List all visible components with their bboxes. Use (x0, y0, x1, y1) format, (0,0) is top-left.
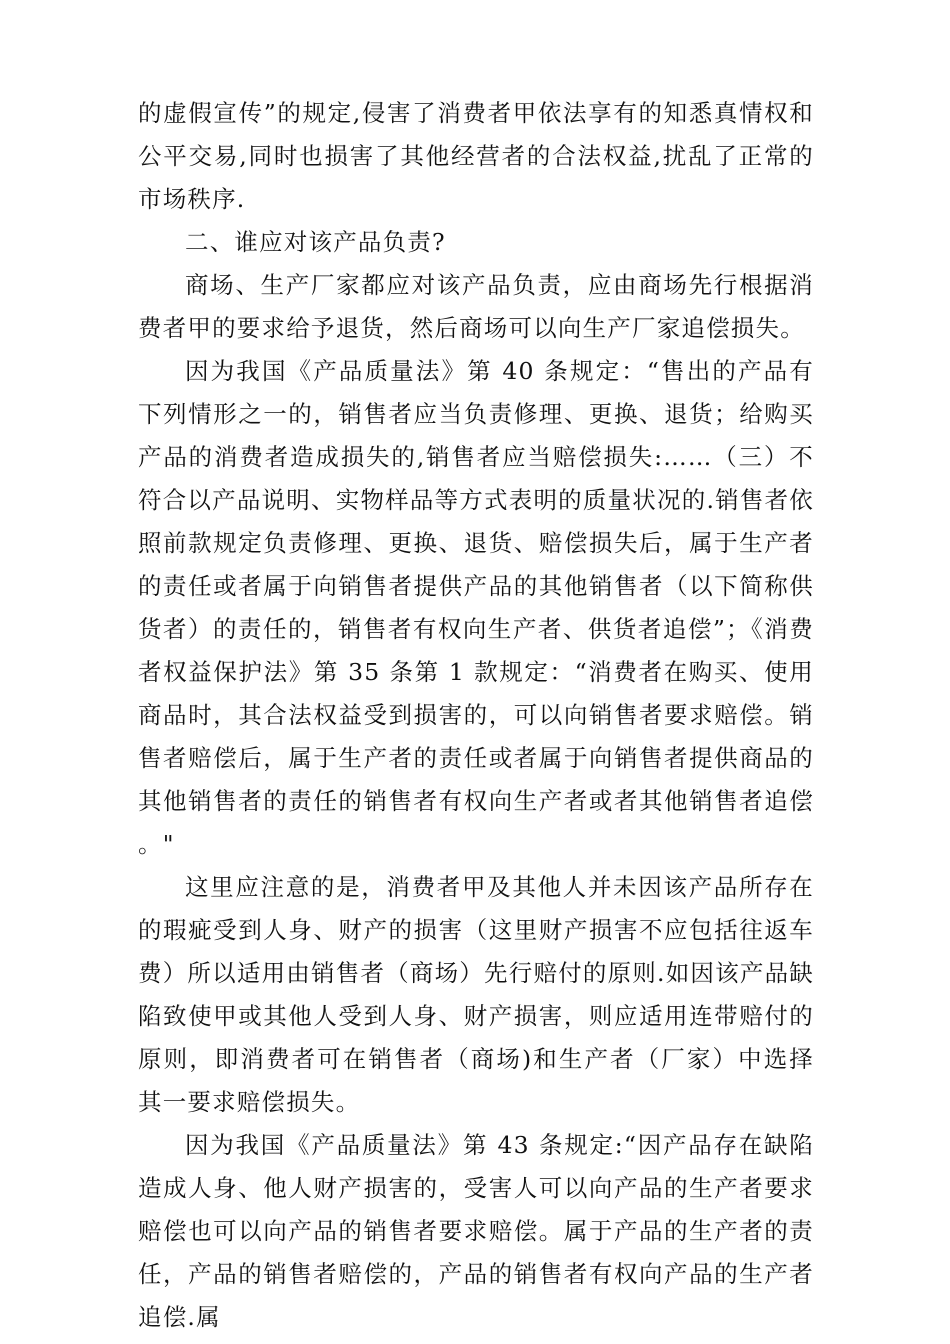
paragraph-note: 这里应注意的是，消费者甲及其他人并未因该产品所存在的瑕疵受到人身、财产的损害（这里财产损害不应包括往返车费）所以适用由销售者（商场）先行赔付的原则.如因该产品缺陷致使甲或其他人受到人身、财产损害，则应适用连带赔付的原则，即消费者可在销售者（商场)和生产者（厂家）中选择其一要求赔偿损失。 (138, 873, 814, 1116)
paragraph-law-article-40: 因为我国《产品质量法》第 40 条规定：“售出的产品有下列情形之一的，销售者应当负责修理、更换、退货；给购买产品的消费者造成损失的,销售者应当赔偿损失:……（三）不符合以产品说明、实物样品等方式表明的质量状况的.销售者依照前款规定负责修理、更换、退货、赔偿损失后，属于生产者的责任或者属于向销售者提供产品的其他销售者（以下简称供货者）的责任的，销售者有权向生产者、供货者追偿”；《消费者权益保护法》第 35 条第 1 款规定：“消费者在购买、使用商品时，其合法权益受到损害的，可以向销售者要求赔偿。销售者赔偿后，属于生产者的责任或者属于向销售者提供商品的其他销售者的责任的销售者有权向生产者或者其他销售者追偿。" (138, 357, 814, 858)
paragraph-continuation: 的虚假宣传”的规定,侵害了消费者甲依法享有的知悉真情权和公平交易,同时也损害了其他经营者的合法权益,扰乱了正常的市场秩序. (138, 99, 814, 213)
document-page (138, 92, 814, 1339)
section-heading: 二、谁应对该产品负责? (185, 228, 446, 256)
paragraph-law-article-43: 因为我国《产品质量法》第 43 条规定:“因产品存在缺陷造成人身、他人财产损害的，受害人可以向产品的生产者要求赔偿也可以向产品的销售者要求赔偿。属于产品的生产者的责任，产品的销售者赔偿的，产品的销售者有权向产品的生产者追偿.属 (138, 1131, 814, 1331)
paragraph-answer: 商场、生产厂家都应对该产品负责，应由商场先行根据消费者甲的要求给予退货，然后商场可以向生产厂家追偿损失。 (138, 271, 814, 342)
